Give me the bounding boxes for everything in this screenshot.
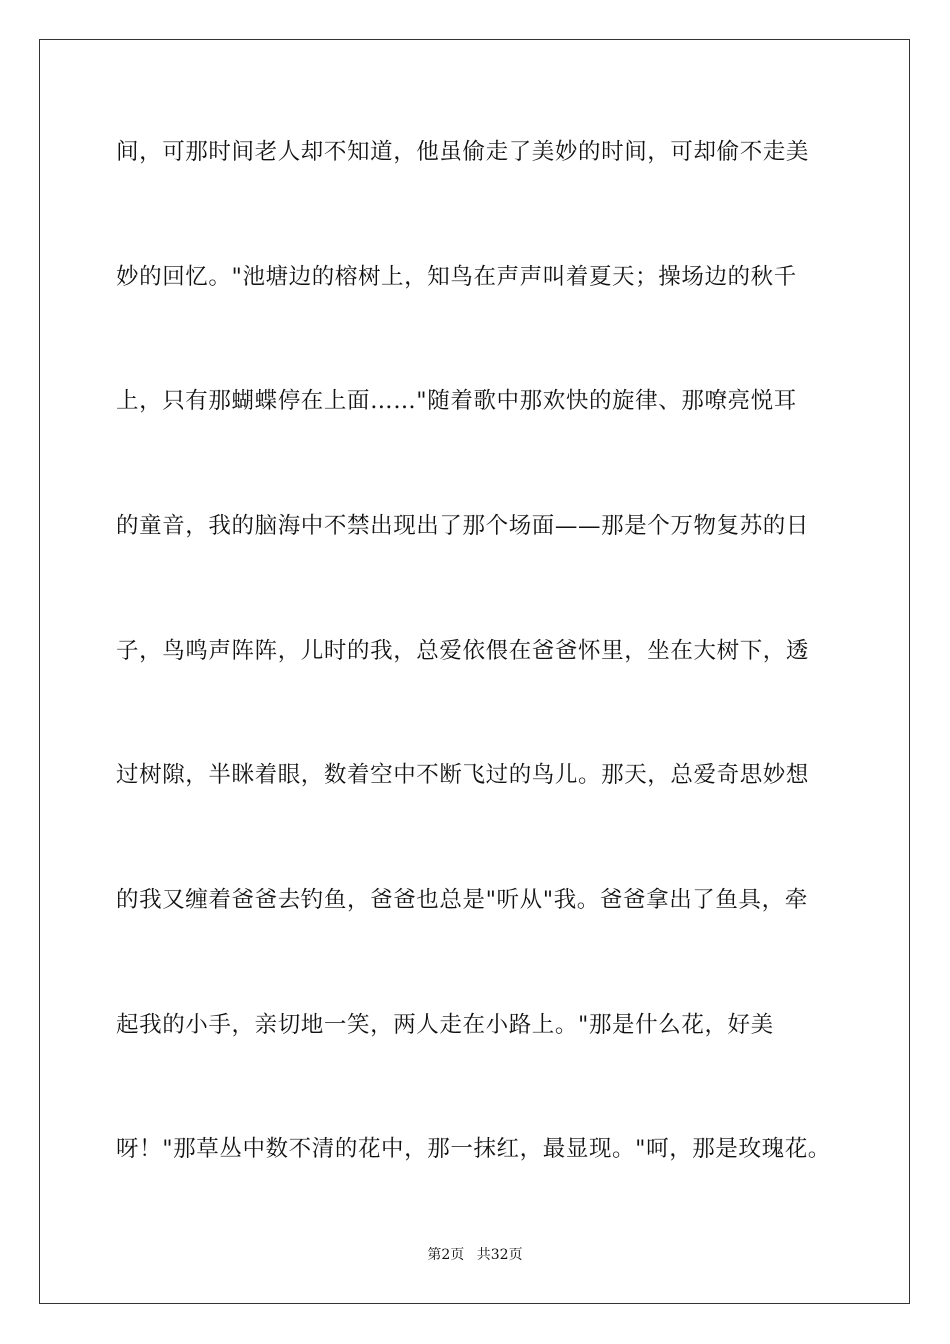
page-border xyxy=(39,39,910,1304)
text-line-6: 过树隙，半眯着眼，数着空中不断飞过的鸟儿。那天，总爱奇思妙想 xyxy=(116,762,810,788)
page-number: 第2页 xyxy=(427,1247,465,1263)
text-line-7: 的我又缠着爸爸去钓鱼，爸爸也总是"听从"我。爸爸拿出了鱼具，牵 xyxy=(116,887,808,913)
text-line-2: 妙的回忆。"池塘边的榕树上，知鸟在声声叫着夏天；操场边的秋千 xyxy=(116,264,797,290)
text-line-3: 上，只有那蝴蝶停在上面……"随着歌中那欢快的旋律、那嘹亮悦耳 xyxy=(116,388,797,414)
text-line-8: 起我的小手，亲切地一笑，两人走在小路上。"那是什么花，好美 xyxy=(116,1012,774,1038)
page-total: 共32页 xyxy=(476,1247,523,1263)
text-line-5: 子，鸟鸣声阵阵，儿时的我，总爱依偎在爸爸怀里，坐在大树下，透 xyxy=(116,638,810,664)
text-line-1: 间，可那时间老人却不知道，他虽偷走了美妙的时间，可却偷不走美 xyxy=(116,139,810,165)
page-footer xyxy=(0,1246,950,1264)
text-line-9: 呀！"那草丛中数不清的花中，那一抹红，最显现。"呵，那是玫瑰花。 xyxy=(116,1136,831,1162)
text-line-4: 的童音，我的脑海中不禁出现出了那个场面——那是个万物复苏的日 xyxy=(116,513,810,539)
